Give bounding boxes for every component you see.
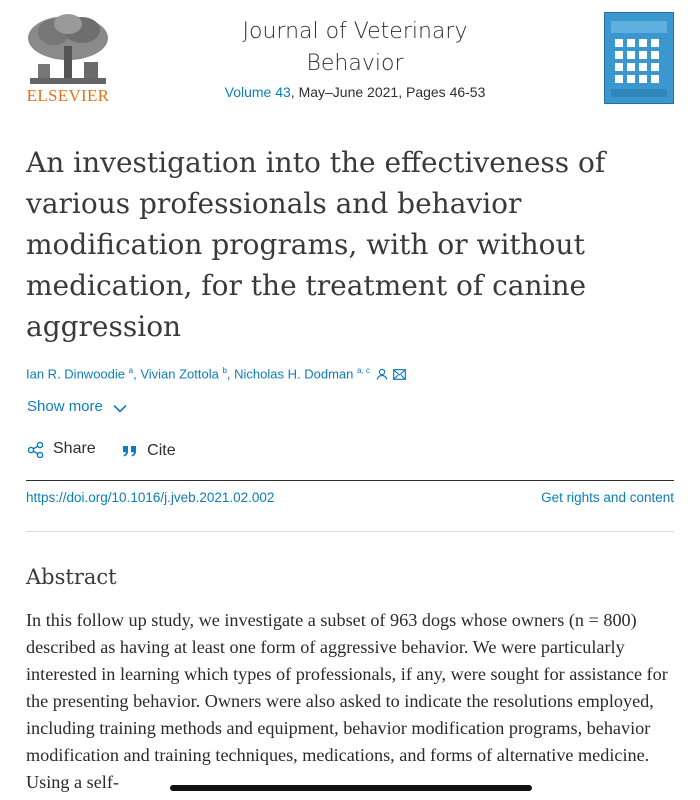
issue-info [200,84,510,100]
abstract-text: In this follow up study, we investigate a subset of 963 dogs whose owners (n = 800) described as having at least one form of aggressive behavior. We were particularly interested in learning which types of professionals, if any, were sought for assistance for the presenting behavior. Owners were also asked to indicate the resolutions employed, including training methods and equipment, behavior modification programs, behavior modification and training techniques, medications, and forms of alternative medicine. Using a self- [26,610,668,792]
share-button[interactable] [27,440,96,458]
journal-title[interactable]: Journal of Veterinary Behavior [242,19,468,76]
cite-label: Cite [147,441,176,459]
author-link[interactable]: Nicholas H. Dodman [234,366,354,382]
chevron-down-icon [113,404,127,413]
author-separator: , [226,366,235,382]
divider [26,480,674,481]
divider [26,531,674,532]
author-link[interactable]: Vivian Zottola [140,366,219,382]
person-icon[interactable] [376,368,388,383]
publisher-name: ELSEVIER [26,86,110,105]
affiliation-marker[interactable]: a, c [357,366,370,375]
article-title: An investigation into the effectiveness of various professionals and behavior modification programs, with or without medication, for the treatment of canine aggression [26,146,606,343]
share-icon [27,441,44,458]
quote-icon [122,444,138,458]
journal-cover-thumbnail[interactable] [604,12,674,104]
author-link[interactable]: Ian R. Dinwoodie [26,366,125,382]
mail-icon[interactable] [393,368,406,383]
show-more-button[interactable] [27,398,127,415]
rights-link[interactable]: Get rights and content [541,490,674,505]
article-actions [27,440,198,463]
doi-link[interactable]: https://doi.org/10.1016/j.jveb.2021.02.002 [26,490,275,505]
home-indicator[interactable] [170,785,532,791]
author-separator: , [133,366,141,382]
author-list [26,366,666,383]
affiliation-marker[interactable]: a [128,366,134,375]
abstract-heading: Abstract [26,565,117,589]
cite-button[interactable] [122,442,175,460]
affiliation-marker[interactable]: b [222,366,227,375]
show-more-label: Show more [27,398,103,415]
volume-link[interactable]: Volume 43 [224,84,291,100]
issue-pages: , May–June 2021, Pages 46-53 [290,84,486,100]
share-label: Share [53,440,96,457]
